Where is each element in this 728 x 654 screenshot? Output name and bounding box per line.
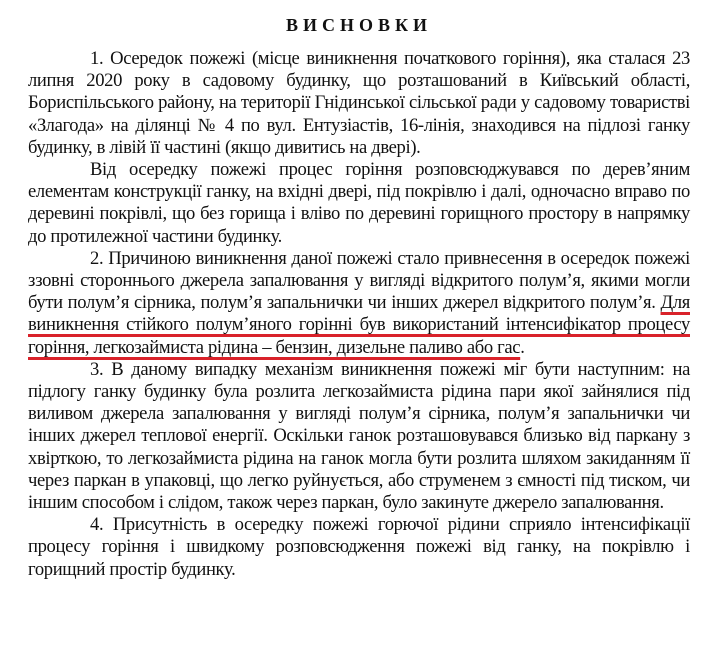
highlighted-accelerant-text: Для виникнення стійкого полум’яного горінні був використаний інтенсифікатор процесу горіння, легкозаймиста рідина – бензин, дизельне паливо або гас <box>28 292 690 358</box>
paragraph-1-fire-origin: 1. Осередок пожежі (місце виникнення початкового горіння), яка сталася 23 липня 2020 року в садовому будинку, що розташований в Київський області, Бориспільського району, на території Гнідинської сільської ради у садовому товаристві «Злагода» на ділянці № 4 по вул. Ентузіастів, 16-лінія, знаходився на підлозі ганку будинку, в лівій її частині (якщо дивитись на двері). <box>28 48 690 158</box>
paragraph-4-fire-intensification: 4. Присутність в осередку пожежі горючої рідини сприяло інтенсифікації процесу горіння і швидкому розповсюдження пожежі від ганку, на покрівлю і горищний простір будинку. <box>28 514 690 580</box>
paragraph-3-fire-mechanism: 3. В даному випадку механізм виникнення пожежі міг бути наступним: на підлогу ганку будинку була розлита легкозаймиста рідина пари якої зайнялися під виливом джерела запалювання у вигляді полум’я сірника, полум’я запальнички чи інших джерел теплової енергії. Оскільки ганок розташовувався близько від паркану з хвірткою, то легкозаймиста рідина на ганок могла бути розлита шляхом закиданням її через паркан в упаковці, що легко руйнується, або струменем з ємності під тиском, чи іншим способом і слідом, також через паркан, було закинуте джерело запалювання. <box>28 358 690 514</box>
document-page <box>28 8 690 581</box>
paragraph-2-fire-cause <box>28 248 690 359</box>
cause-text: 2. Причиною виникнення даної пожежі стало привнесення в осередок пожежі ззовні стороннього джерела запалювання у вигляді відкритого полум’я, якими могли бути полум’я сірника, полум’я запальнички чи інших джерел відкритого полум’я. <box>28 247 690 314</box>
paragraph-1-fire-spread: Від осередку пожежі процес горіння розповсюджувався по дерев’яним елементам конструкції ганку, на вхідні двері, під покрівлю і далі, одночасно вправо по деревині покрівлі, що без горища і вліво по деревині горищного простору в напрямку до протилежної частини будинку. <box>28 159 690 247</box>
page-title: ВИСНОВКИ <box>285 15 433 35</box>
cause-text-end: . <box>520 336 525 358</box>
